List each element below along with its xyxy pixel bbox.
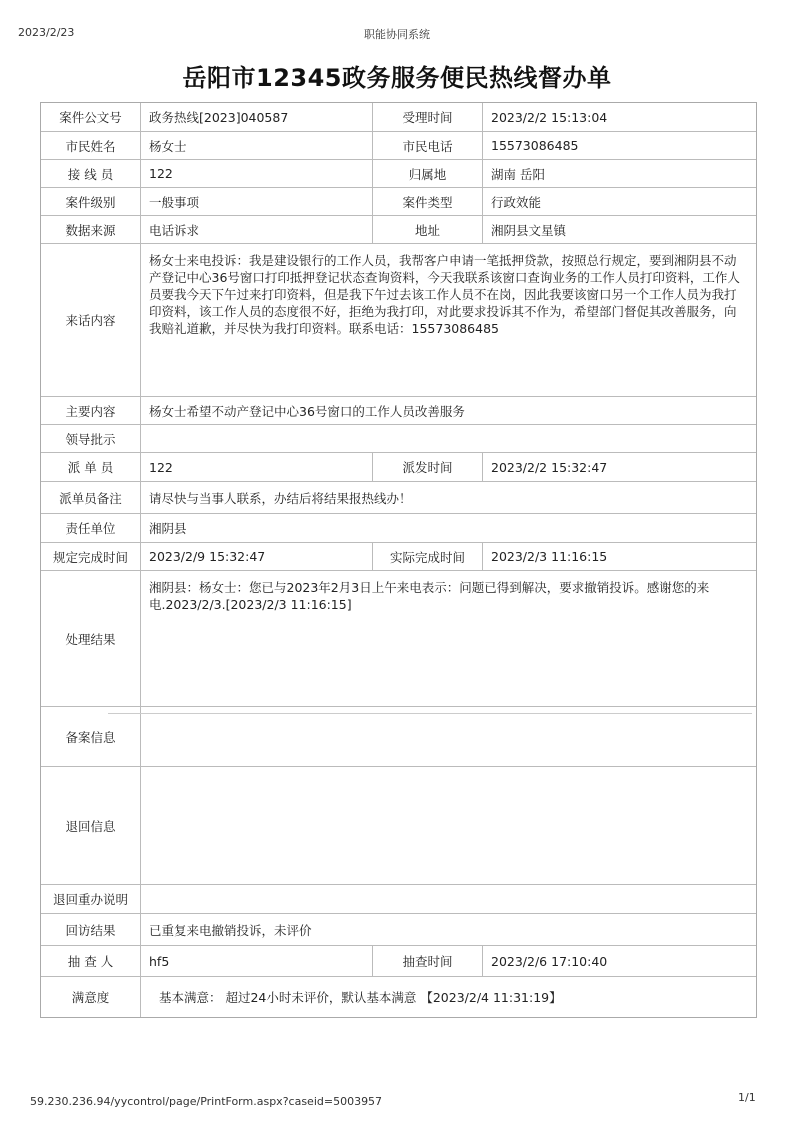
redo-label: 退回重办说明 [41,885,141,913]
operator-label: 接 线 员 [41,160,141,187]
row-satisfaction [41,977,756,1017]
dispatch-time-label: 派发时间 [373,453,483,481]
system-name: 职能协同系统 [364,28,430,41]
checker-value: hf5 [141,946,373,976]
leader-label: 领导批示 [41,425,141,452]
row-operator [41,160,756,188]
row-unit [41,514,756,543]
phone-value: 15573086485 [491,138,579,153]
actual-time-value: 2023/2/3 11:16:15 [491,549,608,564]
row-checker [41,946,756,977]
check-time-value: 2023/2/6 17:10:40 [491,953,608,969]
row-dispatcher [41,453,756,482]
row-content [41,244,756,397]
result-label: 处理结果 [41,571,141,706]
print-url: 59.230.236.94/yycontrol/page/PrintForm.aspx?caseid=5003957 [30,1095,383,1108]
checker-label: 抽 查 人 [41,946,141,976]
row-record [41,707,756,767]
row-dispatch-note [41,482,756,514]
row-main [41,397,756,425]
row-case-no [41,103,756,132]
citizen-label: 市民姓名 [41,132,141,159]
region-value: 湖南 岳阳 [491,166,545,182]
address-value: 湘阴县文星镇 [491,222,567,238]
case-no-label: 案件公文号 [41,103,141,131]
accept-time-value: 2023/2/2 15:13:04 [491,109,608,125]
return-label: 退回信息 [41,767,141,884]
row-result [41,571,756,707]
result-value: 湘阴县：杨女士：您已与2023年2月3日上午来电表示：问题已得到解决，要求撤销投诉。感谢您的来电.2023/2/3.[2023/2/3 11:16:15] [149,580,710,612]
print-date: 2023/2/23 [18,26,75,39]
record-value [141,707,756,766]
row-visit [41,914,756,946]
row-redo [41,885,756,914]
address-label: 地址 [373,216,483,243]
main-label: 主要内容 [41,397,141,424]
satisfaction-label: 满意度 [41,977,141,1017]
return-value [141,767,756,884]
unit-value: 湘阴县 [149,521,187,536]
page-number: 1/1 [738,1091,756,1104]
accept-time-label: 受理时间 [373,103,483,131]
content-value: 杨女士来电投诉：我是建设银行的工作人员，我帮客户申请一笔抵押贷款，按照总行规定，要到湘阴县不动产登记中心36号窗口打印抵押登记状态查询资料，今天我联系该窗口查询业务的工作人员打印资料，工作人员要我今天下午过来打印资料，但是我下午过去该工作人员不在岗，因此我要该窗口另一个工作人员为我打印资料，该工作人员的态度很不好，拒绝为我打印，对此要求投诉其不作为，希望部门督促其改善服务，向我赔礼道歉，并尽快为我打印资料。联系电话：15573086485 [149,253,740,336]
row-deadline [41,543,756,571]
source-value: 电话诉求 [141,216,373,243]
result-inner-rule [108,713,752,714]
source-label: 数据来源 [41,216,141,243]
citizen-value: 杨女士 [141,132,373,159]
main-value: 杨女士希望不动产登记中心36号窗口的工作人员改善服务 [149,403,465,419]
content-label: 来话内容 [41,244,141,396]
phone-label: 市民电话 [373,132,483,159]
type-label: 案件类型 [373,188,483,215]
unit-label: 责任单位 [41,514,141,542]
level-label: 案件级别 [41,188,141,215]
actual-time-label: 实际完成时间 [373,543,483,570]
operator-value: 122 [141,160,373,187]
row-leader [41,425,756,453]
row-citizen [41,132,756,160]
check-time-label: 抽查时间 [373,946,483,976]
deadline-value: 2023/2/9 15:32:47 [141,543,373,570]
visit-value: 已重复来电撤销投诉，未评价 [149,922,312,938]
redo-value [141,885,756,913]
dispatcher-label: 派 单 员 [41,453,141,481]
case-no-value: 政务热线[2023]040587 [141,103,373,131]
deadline-label: 规定完成时间 [41,543,141,570]
dispatch-time-value: 2023/2/2 15:32:47 [491,459,608,475]
page-title: 岳阳市12345政务服务便民热线督办单 [182,64,612,92]
region-label: 归属地 [373,160,483,187]
dispatch-note-value: 请尽快与当事人联系，办结后将结果报热线办！ [149,490,412,506]
satisfaction-value: 基本满意： 超过24小时未评价，默认基本满意 【2023/2/4 11:31:19】 [159,990,562,1005]
leader-value [141,425,756,452]
row-source [41,216,756,244]
dispatch-note-label: 派单员备注 [41,482,141,513]
row-level [41,188,756,216]
supervision-form [40,102,757,1018]
visit-label: 回访结果 [41,914,141,945]
record-label: 备案信息 [41,707,141,766]
row-return [41,767,756,885]
dispatcher-value: 122 [141,453,373,481]
type-value: 行政效能 [491,194,542,210]
level-value: 一般事项 [141,188,373,215]
